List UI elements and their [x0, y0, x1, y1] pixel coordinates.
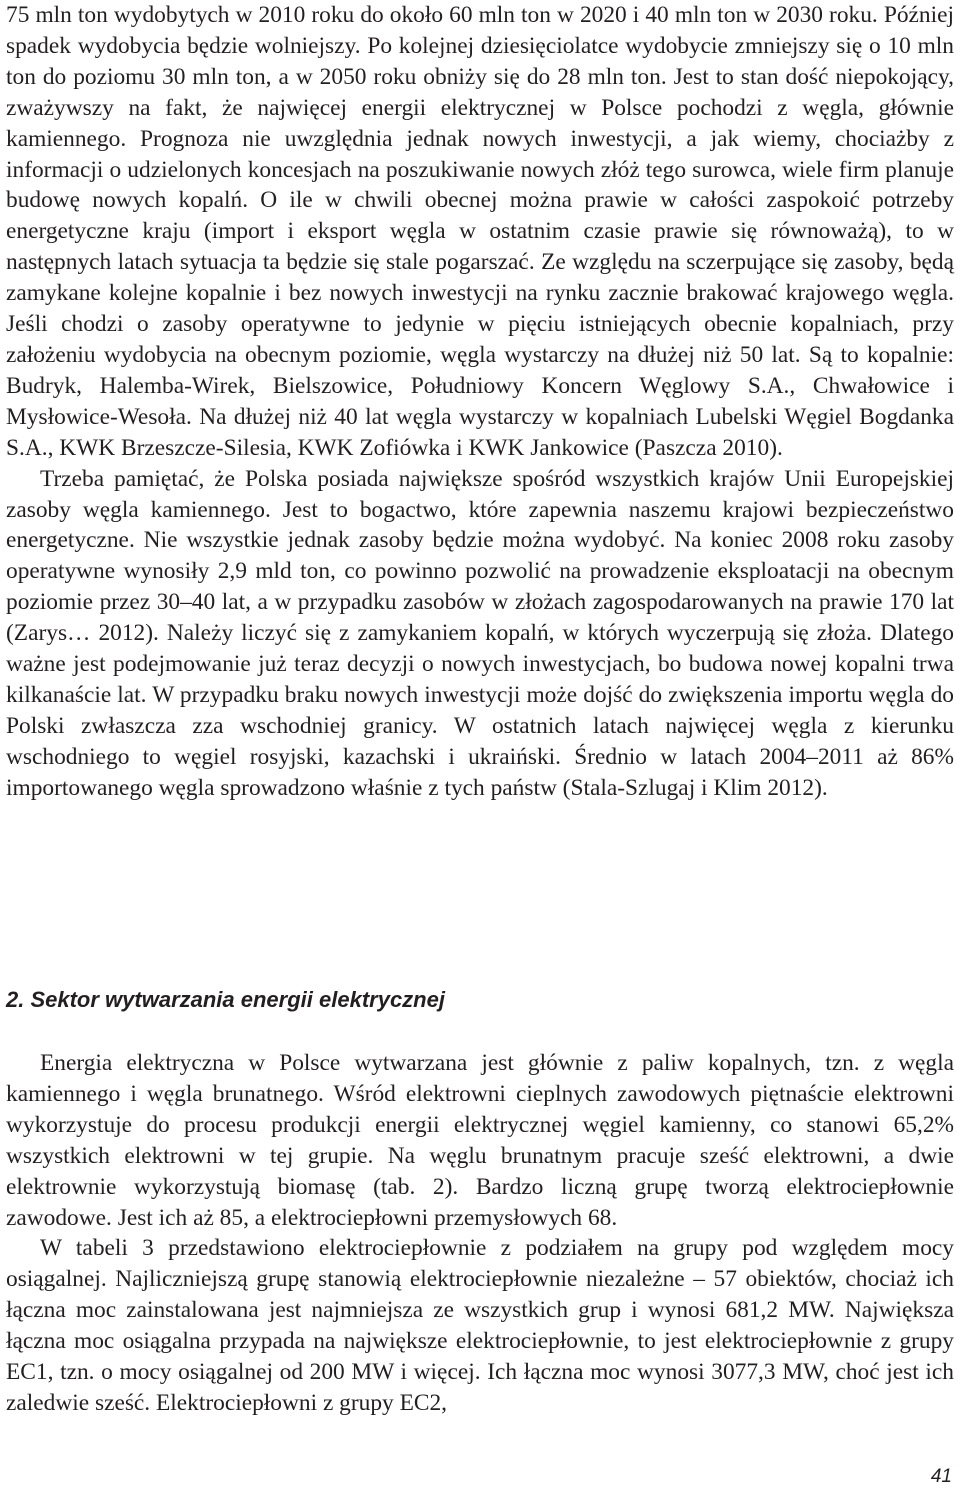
body-section-electricity: [6, 1048, 954, 1419]
paragraph: Trzeba pamiętać, że Polska posiada największe spośród wszystkich krajów Unii Europejskiej zasoby węgla kamiennego. Jest to bogactwo, które zapewnia naszemu krajowi bezpieczeństwo energetyczne. Nie wszystkie jednak zasoby będzie można wydobyć. Na koniec 2008 roku zasoby operatywne wynosiły 2,9 mld ton, co powinno pozwolić na prowadzenie eksploatacji na obecnym poziomie przez 30–40 lat, a w przypadku zasobów w złożach zagospodarowanych na prawie 170 lat (Zarys… 2012). Należy liczyć się z zamykaniem kopalń, w których wyczerpują się złoża. Dlatego ważne jest podejmowanie już teraz decyzji o nowych inwestycjach, bo budowa nowej kopalni trwa kilkanaście lat. W przypadku braku nowych inwestycji może dojść do zwiększenia importu węgla do Polski zwłaszcza zza wschodniej granicy. W ostatnich latach najwięcej węgla z kierunku wschodniego to węgiel rosyjski, kazachski i ukraiński. Średnio w latach 2004–2011 aż 86% importowanego węgla sprowadzono właśnie z tych państw (Stala-Szlugaj i Klim 2012).: [6, 465, 954, 801]
paragraph: W tabeli 3 przedstawiono elektrociepłownie z podziałem na grupy pod względem mocy osiągalnej. Najliczniejszą grupę stanowią elektrociepłownie niezależne – 57 obiektów, chociaż ich łączna moc zainstalowana jest najmniejsza ze wszystkich grup i wynosi 681,2 MW. Największa łączna moc osiągalna przypada na największe elektrociepłownie, to jest elektrociepłownie z grupy EC1, tzn. o mocy osiągalnej od 200 MW i więcej. Ich łączna moc wynosi 3077,3 MW, choć jest ich zaledwie sześć. Elektrociepłowni z grupy EC2,: [6, 1235, 954, 1416]
paragraph-continued: 75 mln ton wydobytych w 2010 roku do około 60 mln ton w 2020 i 40 mln ton w 2030 roku. Później spadek wydobycia będzie wolniejszy. Po kolejnej dziesięciolatce wydobycie zmniejszy się o 10 mln ton do poziomu 30 mln ton, a w 2050 roku obniży się do 28 mln ton. Jest to stan dość niepokojący, zważywszy na fakt, że najwięcej energii elektrycznej w Polsce pochodzi z węgla, głównie kamiennego. Prognoza nie uwzględnia jednak nowych inwestycji, a jak wiemy, chociażby z informacji o udzielonych koncesjach na poszukiwanie nowych złóż tego surowca, wiele firm planuje budowę nowych kopalń. O ile w chwili obecnej można prawie w całości zaspokoić potrzeby energetyczne kraju (import i eksport węgla w ostatnim czasie prawie się równoważą), to w następnych latach sytuacja ta będzie się stale pogarszać. Ze względu na sczerpujące się zasoby, będą zamykane kolejne kopalnie i bez nowych inwestycji na rynku zacznie brakować krajowego węgla. Jeśli chodzi o zasoby operatywne to jedynie w pięciu istniejących obecnie kopalniach, przy założeniu wydobycia na obecnym poziomie, węgla wystarczy na dłużej niż 50 lat. Są to kopalnie: Budryk, Halemba-Wirek, Bielszowice, Południowy Koncern Węglowy S.A., Chwałowice i Mysłowice-Wesoła. Na dłużej niż 40 lat węgla wystarczy w kopalniach Lubelski Węgiel Bogdanka S.A., KWK Brzeszcze-Silesia, KWK Zofiówka i KWK Jankowice (Paszcza 2010).: [6, 2, 954, 461]
section-heading: 2. Sektor wytwarzania energii elektrycznej: [6, 987, 445, 1012]
page-number: 41: [930, 1466, 952, 1487]
paragraph: Energia elektryczna w Polsce wytwarzana jest głównie z paliw kopalnych, tzn. z węgla kamiennego i węgla brunatnego. Wśród elektrowni cieplnych zawodowych piętnaście elektrowni wykorzystuje do procesu produkcji energii elektrycznej węgiel kamienny, co stanowi 65,2% wszystkich elektrowni w tej grupie. Na węglu brunatnym pracuje sześć elektrowni, a dwie elektrownie wykorzystują biomasę (tab. 2). Bardzo liczną grupę tworzą elektrociepłownie zawodowe. Jest ich aż 85, a elektrociepłowni przemysłowych 68.: [6, 1050, 954, 1231]
body-section-coal-reserves: [6, 0, 954, 804]
